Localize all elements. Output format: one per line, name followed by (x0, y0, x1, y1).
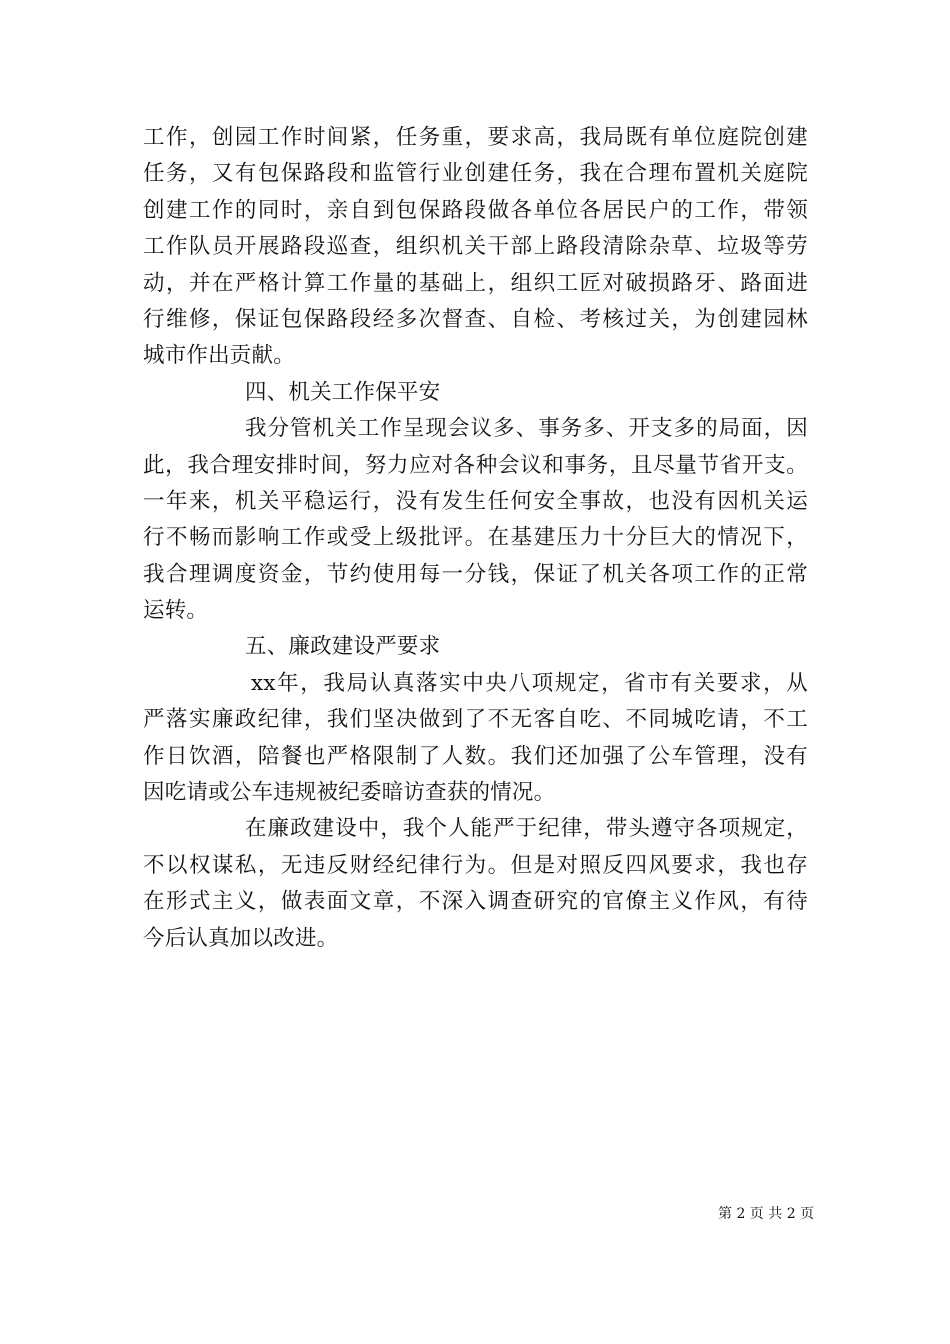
paragraph-line: 工作队员开展路段巡查，组织机关干部上路段清除杂草、垃圾等劳 (143, 234, 808, 260)
section-heading: 五、廉政建设严要求 (245, 634, 441, 660)
paragraph-line: 行维修，保证包保路段经多次督查、自检、考核过关，为创建园林 (143, 306, 808, 332)
paragraph-line: 一年来，机关平稳运行，没有发生任何安全事故，也没有因机关运 (143, 488, 808, 514)
paragraph-line: 因吃请或公车违规被纪委暗访查获的情况。 (143, 780, 556, 806)
page-number: 第 2 页 共 2 页 (718, 1206, 815, 1222)
paragraph-line: 严落实廉政纪律，我们坚决做到了不无客自吃、不同城吃请，不工 (143, 707, 808, 733)
paragraph-line: 动，并在严格计算工作量的基础上，组织工匠对破损路牙、路面进 (143, 270, 808, 296)
paragraph-line: 今后认真加以改进。 (143, 925, 339, 951)
paragraph-line: 创建工作的同时，亲自到包保路段做各单位各居民户的工作，带领 (143, 197, 808, 223)
paragraph-line: 作日饮酒，陪餐也严格限制了人数。我们还加强了公车管理，没有 (143, 743, 808, 769)
paragraph-line: 任务，又有包保路段和监管行业创建任务，我在合理布置机关庭院 (143, 161, 808, 187)
paragraph-line: xx年，我局认真落实中央八项规定，省市有关要求，从 (251, 670, 808, 696)
paragraph-line: 工作，创园工作时间紧，任务重，要求高，我局既有单位庭院创建 (143, 125, 808, 150)
paragraph-line: 在形式主义，做表面文章，不深入调查研究的官僚主义作风，有待 (143, 889, 808, 915)
paragraph-line: 我合理调度资金，节约使用每一分钱，保证了机关各项工作的正常 (143, 561, 808, 587)
paragraph-line: 我分管机关工作呈现会议多、事务多、开支多的局面，因 (245, 416, 808, 442)
section-heading: 四、机关工作保平安 (245, 379, 441, 405)
paragraph-line: 不以权谋私，无违反财经纪律行为。但是对照反四风要求，我也存 (143, 852, 808, 878)
paragraph-line: 在廉政建设中，我个人能严于纪律，带头遵守各项规定， (245, 816, 808, 842)
paragraph-line: 此，我合理安排时间，努力应对各种会议和事务，且尽量节省开支。 (143, 452, 808, 478)
paragraph-line: 行不畅而影响工作或受上级批评。在基建压力十分巨大的情况下， (143, 525, 808, 551)
document-body (143, 120, 808, 957)
paragraph-line: 城市作出贡献。 (143, 343, 295, 369)
paragraph-line: 运转。 (143, 598, 209, 624)
